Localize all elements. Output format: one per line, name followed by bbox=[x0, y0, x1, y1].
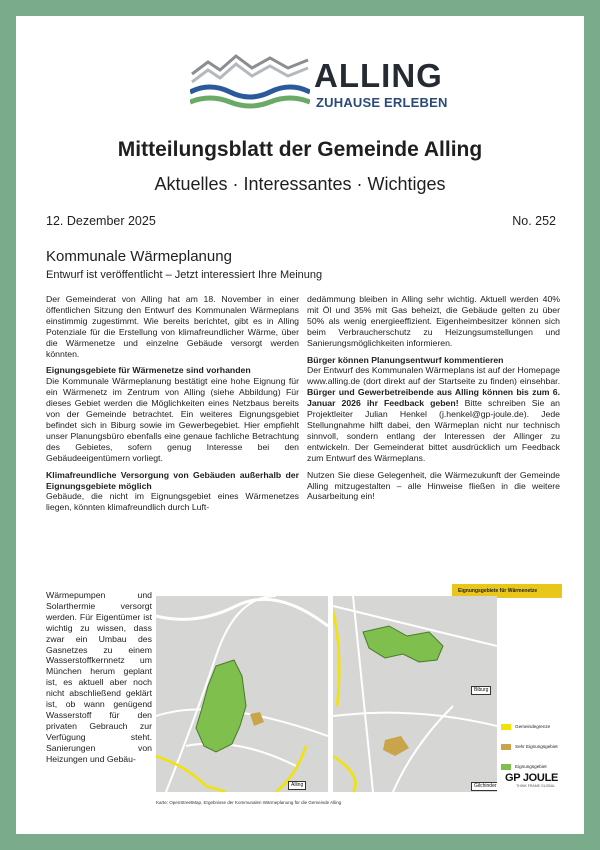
map-label-alling: Alling bbox=[288, 781, 306, 790]
legend-label: Eignungsgebiet bbox=[515, 764, 547, 769]
map-alling bbox=[156, 596, 328, 792]
logo-tagline: ZUHAUSE ERLEBEN bbox=[316, 95, 448, 110]
legend-label: Gemeindegrenze bbox=[515, 724, 551, 729]
feedback-text: Bitte schreiben Sie an Projektleiter Julian Henkel (j.henkel@gp-joule.de). Jede Stellungnahme hilft dabei, den Wärmeplan nicht nur technisch sinnvoll, sondern entlang der Interessen der Allinger zu entwickeln. Der Gemeinderat bittet ausdrücklich um Feedback zum Entwurf des Wärmeplans. bbox=[307, 398, 560, 463]
section-paragraph: Wärmepumpen und Solarthermie versorgt werden. Für Eigentümer ist wichtig zu wissen, dass zwar ein Umbau des Gasnetzes zu einem Wasserstoffkernnetz um München herum geplant ist, es aktuell aber noch nicht abschließend geklärt ist, ob wann genügend Wasserstoff für den privaten Gebrauch zur Verfügung steht. Sanierungen von Heizungen und Gebäu- bbox=[46, 590, 152, 764]
legend-swatch bbox=[501, 764, 511, 770]
section-paragraph: Die Kommunale Wärmeplanung bestätigt eine hohe Eignung für ein Wärmenetz im Zentrum von Alling (siehe Abbildung) Für dieses Gebiet werden die Möglichkeiten eines Netzbaus bereits von der Gemeinde betrachtet. Ein weiteres Eignungsgebiet befindet sich in Biburg sowie im Gewerbegebiet. Hier empfiehlt unser Planungsbüro ebenfalls eine genaue fachliche Betrachtung des Gebietes, sofern genug Interesse bei den Gebäudeeigentümern vorliegt. bbox=[46, 376, 299, 463]
map-label-gilchinder: Gilchinder bbox=[471, 782, 497, 791]
column-narrow bbox=[46, 590, 152, 771]
page-subtitle: Aktuelles · Interessantes · Wichtiges bbox=[154, 174, 446, 194]
brand-name: GP JOULE bbox=[505, 772, 559, 784]
issue-number: No. 252 bbox=[512, 214, 556, 228]
column-left bbox=[46, 294, 299, 519]
intro-paragraph: Der Gemeinderat von Alling hat am 18. November in einer öffentlichen Sitzung den Entwurf des Kommunalen Wärmeplans einstimmig zugestimmt. Wie bereits berichtet, gibt es in Alling Potenziale für die Erstellung von klimafreundlicher Wärme, über die Wärmenetze und einzelne Gebäude versorgt werden könnten. bbox=[46, 294, 299, 359]
map-header: Eignungsgebiete für Wärmenetze bbox=[452, 584, 562, 598]
alling-logo bbox=[190, 52, 470, 132]
feedback-deadline: Bürger und Gewerbetreibende aus Alling können bis zum 6. Januar 2026 ihr Feedback geben! bbox=[307, 387, 560, 409]
section-heading: Klimafreundliche Versorgung von Gebäuden außerhalb der Eignungsgebiete möglich bbox=[46, 469, 299, 491]
section-heading: Bürger können Planungsentwurf kommentieren bbox=[307, 354, 504, 365]
map-credit: Karte: OpenStreetMap, Ergebnisse der Kommunalen Wärmeplanung für die Gemeinde Alling bbox=[156, 800, 342, 805]
map-biburg bbox=[333, 596, 497, 792]
section-paragraph: Gebäude, die nicht im Eignungsgebiet eines Wärmenetzes liegen, könnten klimafreundlich durch Luft- bbox=[46, 491, 299, 513]
legend-item bbox=[501, 744, 565, 764]
column-right bbox=[307, 294, 560, 508]
legend-item bbox=[501, 724, 565, 744]
section-paragraph: dedämmung bleiben in Alling sehr wichtig. Aktuell werden 40% mit Öl und 35% mit Gas beheizt, die Gebäude gelten zu über 50% als wenig energieeffizient. Eigenheimbesitzer können sich beim Verbraucherschutz zu Heizungsumstellungen und Sanierungsmöglichkeiten informieren. bbox=[307, 294, 560, 348]
article-subtitle: Entwurf ist veröffentlicht – Jetzt interessiert Ihre Meinung bbox=[46, 269, 323, 281]
map-label-biburg: Biburg bbox=[471, 686, 491, 695]
legend-swatch bbox=[501, 724, 511, 730]
map-figure bbox=[156, 584, 562, 796]
legend-swatch bbox=[501, 744, 511, 750]
article-title: Kommunale Wärmeplanung bbox=[46, 248, 232, 265]
section-heading: Eignungsgebiete für Wärmenetze sind vorhanden bbox=[46, 365, 251, 376]
closing-paragraph: Nutzen Sie diese Gelegenheit, die Wärmezukunft der Gemeinde Alling mitzugestalten – alle Hinweise fließen in die weitere Ausarbeitung ein! bbox=[307, 469, 560, 502]
newsletter-page bbox=[16, 16, 584, 834]
section-paragraph bbox=[307, 365, 560, 463]
gp-joule-logo bbox=[505, 772, 565, 796]
mountain-wave-icon bbox=[190, 52, 310, 112]
feedback-text: Der Entwurf des Kommunalen Wärmeplans ist auf der Homepage www.alling.de (dort direkt auf der Startseite zu finden) einsehbar. bbox=[307, 365, 560, 387]
logo-wordmark: ALLING bbox=[314, 57, 443, 94]
legend-label: Sehr Eignungsgebiet bbox=[515, 744, 558, 749]
brand-tagline: THINK FRAME GLOBAL bbox=[516, 784, 555, 788]
issue-date: 12. Dezember 2025 bbox=[46, 214, 156, 228]
page-title: Mitteilungsblatt der Gemeinde Alling bbox=[117, 138, 483, 161]
